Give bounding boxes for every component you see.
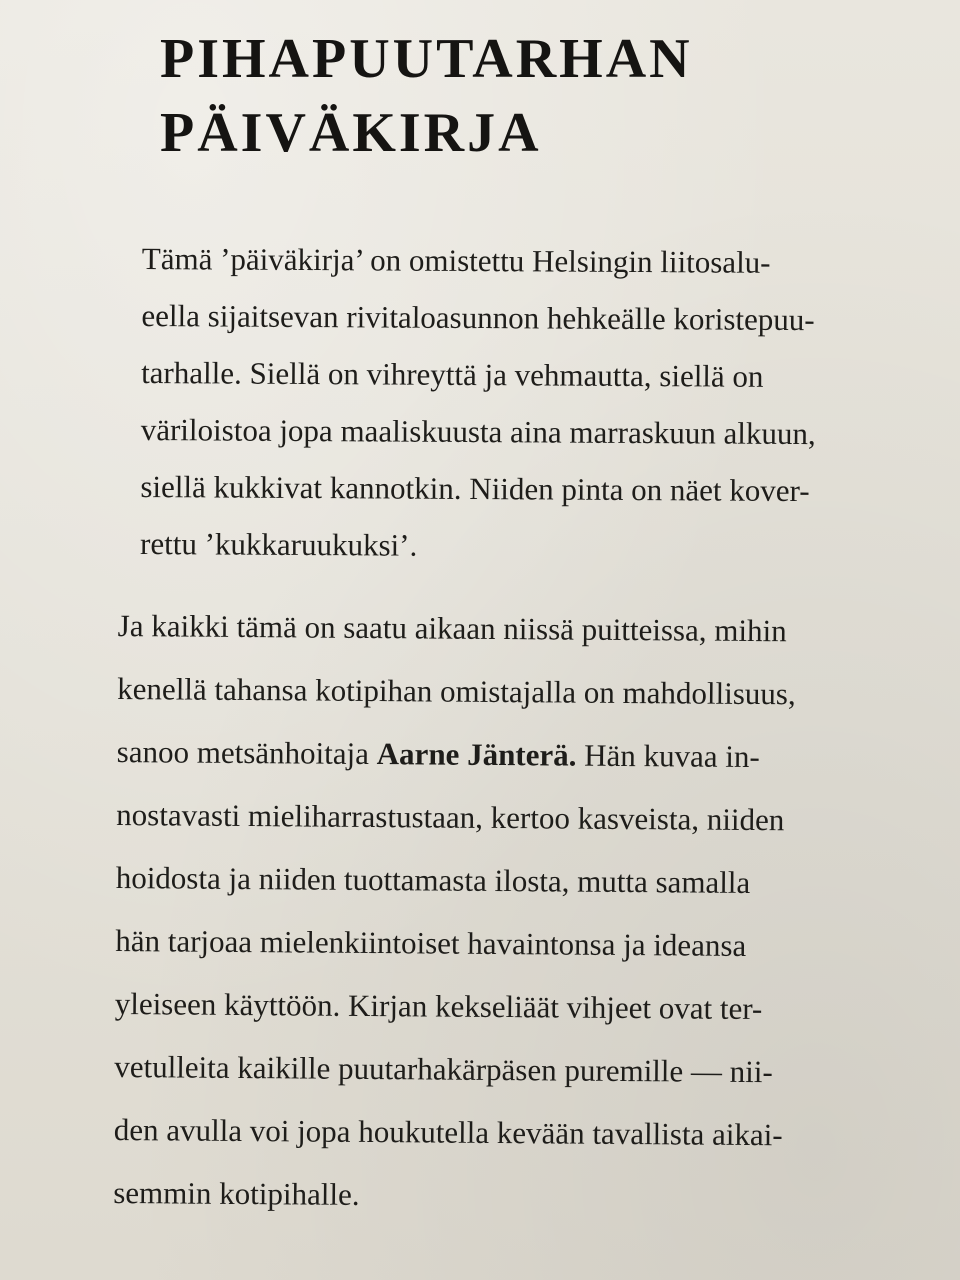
paragraph-2-line: hän tarjoaa mielenkiintoiset havaintonsa ja ideansa [115,922,747,963]
title-line-2: PÄIVÄKIRJA [160,102,542,164]
paragraph-1-line: tarhalle. Siellä on vihreyttä ja vehmautta, siellä on [141,354,764,394]
paragraph-2-line: semmin kotipihalle. [113,1174,360,1212]
paragraph-1-line: rettu ’kukkaruukuksi’. [139,525,418,563]
paragraph-1-line: eella sijaitsevan rivitaloasunnon hehkeälle koristepuu- [141,297,815,338]
description-paragraph-1 [140,230,890,577]
paragraph-2-line: vetulleita kaikille puutarhakärpäsen puremille — nii- [114,1048,773,1090]
author-name: Aarne Jänterä. [376,736,577,773]
paragraph-1-line: Tämä ’päiväkirja’ on omistettu Helsingin liitosalu- [141,240,771,280]
author-followup-text: Hän kuvaa in- [576,737,760,775]
title-line-1: PIHAPUUTARHAN [160,28,693,90]
author-intro-text: sanoo metsänhoitaja [116,733,377,772]
paragraph-2-line: nostavasti mieliharrastustaan, kertoo kasveista, niiden [116,796,785,838]
paragraph-2-line-author [117,720,905,789]
paragraph-2-line: yleiseen käyttöön. Kirjan kekseliäät vihjeet ovat ter- [114,985,763,1027]
paragraph-2-line: Ja kaikki tämä on saatu aikaan niissä puitteissa, mihin [117,607,787,649]
paragraph-1-line: siellä kukkivat kannotkin. Niiden pinta on näet kover- [140,468,810,509]
paragraph-2-line: hoidosta ja niiden tuottamasta ilosta, mutta samalla [115,859,751,900]
paragraph-2-line: den avulla voi jopa houkutella kevään tavallista aikai- [113,1111,783,1153]
paragraph-1-line: väriloistoa jopa maaliskuusta aina marraskuun alkuun, [140,411,816,452]
description-paragraph-2 [113,594,906,1230]
page-title [160,22,693,170]
paragraph-2-line: kenellä tahansa kotipihan omistajalla on mahdollisuus, [117,670,796,712]
